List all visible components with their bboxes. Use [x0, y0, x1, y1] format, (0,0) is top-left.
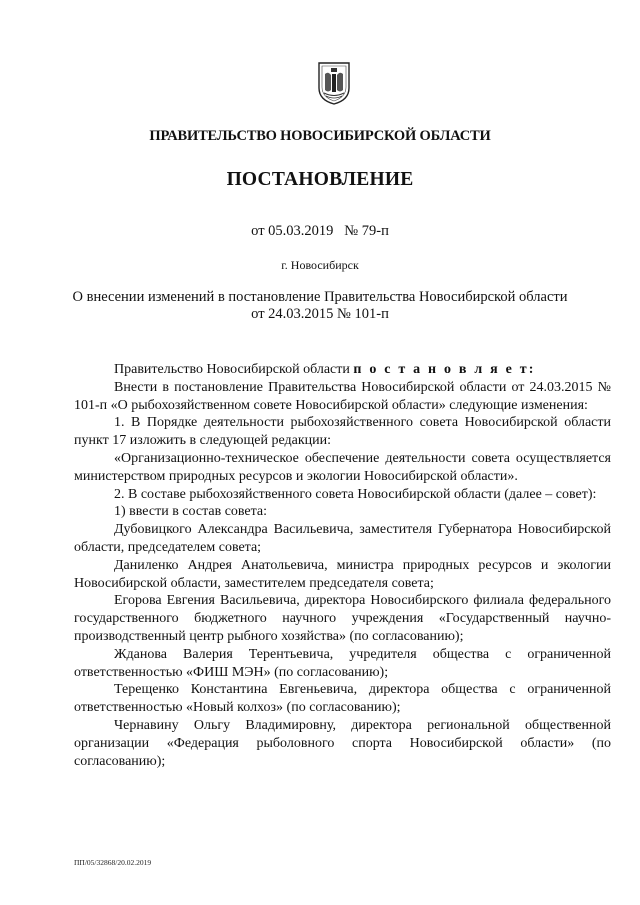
document-subject	[70, 289, 570, 323]
body-paragraph: Даниленко Андрея Анатольевича, министра природных ресурсов и экологии Новосибирской области, заместителем председателя совета;	[74, 557, 611, 591]
body-paragraph: Егорова Евгения Васильевича, директора Новосибирского филиала федерального государственного бюджетного научного учреждения «Государственный научно-производственный центр рыбного хозяйства» (по согласованию);	[74, 593, 611, 644]
document-type-title: ПОСТАНОВЛЕНИЕ	[226, 169, 414, 190]
document-number: № 79-п	[344, 223, 389, 239]
document-footer-code: ПП/05/32868/20.02.2019	[74, 858, 152, 867]
document-date-line	[0, 223, 640, 240]
body-paragraph: Чернавину Ольгу Владимировну, директора региональной общественной организации «Федерация рыболовного спорта Новосибирской области» (по согласованию);	[74, 717, 611, 769]
body-paragraph: 1. В Порядке деятельности рыбохозяйственного совета Новосибирской области пункт 17 изложить в следующей редакции:	[74, 415, 611, 449]
subject-line-2: от 24.03.2015 № 101-п	[251, 306, 389, 322]
document-date: от 05.03.2019	[251, 223, 334, 239]
body-paragraph: Дубовицкого Александра Васильевича, заместителя Губернатора Новосибирской области, председателем совета;	[74, 522, 611, 555]
body-paragraph: Жданова Валерия Терентьевича, учредителя общества с ограниченной ответственностью «ФИШ МЭН» (по согласованию);	[74, 646, 611, 680]
coat-of-arms-icon	[316, 60, 352, 106]
body-paragraph: Внести в постановление Правительства Новосибирской области от 24.03.2015 № 101-п «О рыбохозяйственном совете Новосибирской области» следующие изменения:	[74, 379, 611, 413]
body-paragraph: «Организационно-техническое обеспечение деятельности совета осуществляется министерством природных ресурсов и экологии Новосибирской области».	[74, 450, 611, 484]
body-paragraph: Терещенко Константина Евгеньевича, директора общества с ограниченной ответственностью «Новый колхоз» (по согласованию);	[74, 682, 611, 716]
document-body	[74, 361, 611, 770]
decree-intro-text: Правительство Новосибирской области	[114, 362, 350, 377]
subject-line-1: О внесении изменений в постановление Правительства Новосибирской области	[72, 289, 568, 305]
decree-intro	[74, 361, 611, 379]
body-paragraph: 1) ввести в состав совета:	[114, 504, 268, 520]
organization-title: ПРАВИТЕЛЬСТВО НОВОСИБИРСКОЙ ОБЛАСТИ	[149, 128, 491, 144]
body-paragraph: 2. В составе рыбохозяйственного совета Новосибирской области (далее – совет):	[114, 486, 597, 502]
decree-word: п о с т а н о в л я е т:	[353, 362, 536, 377]
document-city: г. Новосибирск	[281, 258, 359, 272]
